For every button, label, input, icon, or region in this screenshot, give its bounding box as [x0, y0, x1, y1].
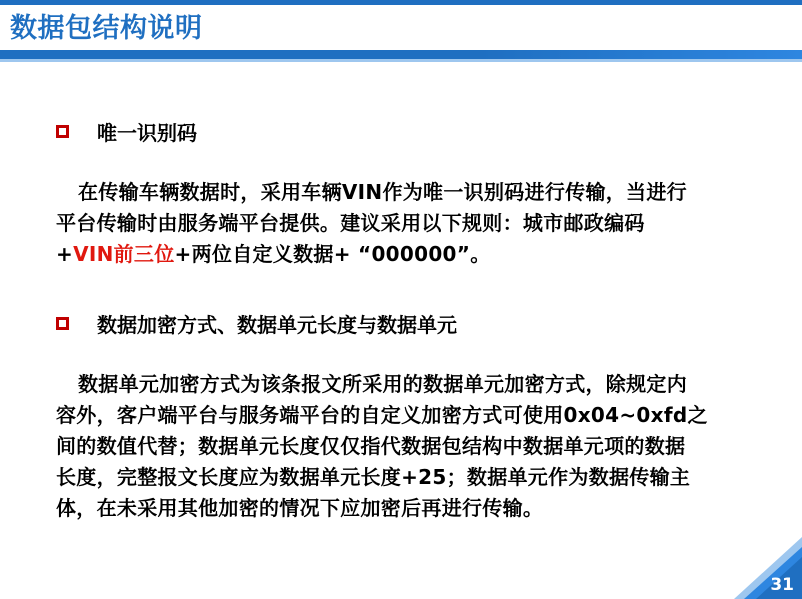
- paragraph-line-rule: [56, 239, 756, 270]
- section-heading-encryption: [56, 309, 457, 338]
- paragraph-line: 间的数值代替；数据单元长度仅仅指代数据包结构中数据单元项的数据: [56, 434, 686, 458]
- slide-title: 数据包结构说明: [10, 13, 203, 44]
- paragraph-line: 长度，完整报文长度应为数据单元长度+25；数据单元作为数据传输主: [56, 465, 691, 489]
- paragraph-line: 体，在未采用其他加密的情况下应加密后再进行传输。: [56, 496, 544, 520]
- paragraph-line: 在传输车辆数据时，采用车辆VIN作为唯一识别码进行传输，当进行: [78, 180, 687, 204]
- paragraph-line: 平台传输时由服务端平台提供。建议采用以下规则：城市邮政编码: [56, 211, 645, 235]
- paragraph-line: 容外，客户端平台与服务端平台的自定义加密方式可使用0x04~0xfd之: [56, 403, 708, 427]
- highlight-vin-first-three: VIN前三位: [73, 242, 175, 266]
- square-bullet-icon: [56, 317, 69, 330]
- square-bullet-icon: [56, 125, 69, 138]
- section-heading-unique-id: [56, 117, 197, 146]
- section-heading-text: 唯一识别码: [97, 121, 197, 145]
- paragraph-line: 数据单元加密方式为该条报文所采用的数据单元加密方式，除规定内: [78, 372, 687, 396]
- title-underline: [0, 50, 802, 59]
- page-number: 31: [770, 575, 794, 595]
- rule-prefix: +: [56, 242, 74, 266]
- rule-suffix: +两位自定义数据+ “000000”。: [174, 242, 491, 266]
- paragraph-unique-id: [56, 177, 756, 270]
- paragraph-encryption: [56, 369, 756, 524]
- section-heading-text: 数据加密方式、数据单元长度与数据单元: [97, 313, 457, 337]
- top-accent-bar: [0, 0, 802, 5]
